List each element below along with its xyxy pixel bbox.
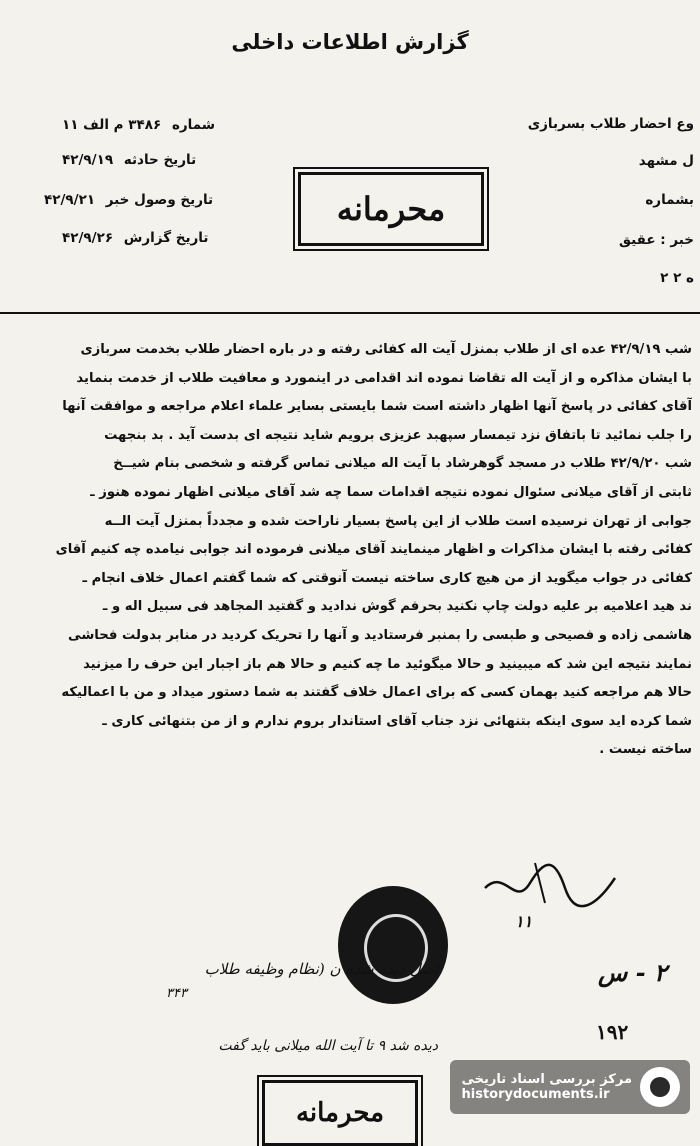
body-line: حالا هم مراجعه کنید بهمان کسی که برای اعمال خلاف گفتند به شما دستور میداد و من با اعمالیکه <box>61 685 692 701</box>
watermark-url: historydocuments.ir <box>461 1087 610 1102</box>
document-title: گزارش اطلاعات داخلی <box>231 30 469 54</box>
body-line: شما کرده اید سوی اینکه بتنهائی نزد جناب آقای استاندار بروم ندارم و از من بتنهائی کاری ـ <box>102 713 692 729</box>
body-line: جوابی از تهران نرسیده است طلاب از این پاسخ بسیار ناراحت شده و مجدداً بمنزل آیت الــه <box>104 513 692 529</box>
signature-icon <box>475 848 625 918</box>
body-line: کفائی در جواب میگوید از من هیچ کاری ساخته نیست آنوقتی که شما گفتم اعمال خلاف انجام ـ <box>82 570 692 586</box>
watermark-title: مرکز بررسی اسناد تاریخی <box>461 1072 632 1087</box>
handwritten-mark: ۱۱ <box>515 912 533 931</box>
handwritten-mark: ۱۹۲ <box>596 1020 629 1044</box>
body-line: شب ۴۲/۹/۱۹ عده ای از طلاب بمنزل آیت اله کفائی رفته و در باره احضار طلاب بخدمت سربازی <box>80 342 692 357</box>
confidential-stamp: محرمانه <box>298 172 484 246</box>
handwritten-mark: ۲ - س <box>598 958 667 987</box>
header-left-received-date: تاریخ وصول خبر ۴۲/۹/۲۱ <box>44 192 214 208</box>
body-line: ثابتی از آقای میلانی سئوال نموده نتیجه اقدامات سما چه شد آقای میلانی اظهار نموده هنوز ـ <box>90 484 692 500</box>
header-left-incident-date: تاریخ حادثه ۴۲/۹/۱۹ <box>62 152 197 168</box>
body-line: را جلب نمائید تا باتفاق نزد تیمسار سپهبد عزیزی برویم شاید نتیجه ای بدست آید . بد بنجهت <box>104 427 692 443</box>
official-seal-icon <box>338 886 448 1004</box>
body-line: نمایند نتیجه این شد که میبینید و حالا میگوئید ما چه کنیم و حالا هم باز اجبار این حرف را میزنید <box>83 656 692 672</box>
body-line: کفائی رفته با ایشان مذاکرات و اظهار مینمایند آقای میلانی فرموده اند جوابی نیامده چه کنیم آقای <box>55 542 692 558</box>
header-divider <box>0 312 700 314</box>
body-line: ند هید اعلامیه بر علیه دولت چاپ نکنید بحرفم گوش ندادید و گفتید المجاهد فی سبیل اله و ـ <box>102 599 692 615</box>
confidential-stamp-bottom: محرمانه <box>262 1080 418 1146</box>
header-right-origin: ل مشهد <box>638 153 694 169</box>
body-line: آقای کفائی در پاسخ آنها اظهار داشته است شما بایستی بسایر علماء اعلام مراجعه و موافقت آنها <box>62 399 692 415</box>
header-right-code: ه ۲ ۲ <box>660 270 694 286</box>
header-left-report-date: تاریخ گزارش ۴۲/۹/۲۶ <box>62 230 209 246</box>
handwritten-number: ۳۴۳ <box>166 986 187 1001</box>
body-line: شب ۴۲/۹/۲۰ طلاب در مسجد گوهرشاد با آیت اله میلانی تماس گرفته و شخصی بنام شیــخ <box>113 456 692 472</box>
header-right-number: بشماره <box>645 192 694 208</box>
header-left-number: شماره ۳۴۸۶ م الف ۱۱ <box>62 117 216 133</box>
handwritten-note: اصل دیده شده ن (نظام وظیفه طلاب <box>204 960 438 978</box>
body-line: ساخته نیست . <box>599 742 692 758</box>
header-right-source: خبر : عقیق <box>618 232 694 248</box>
watermark-logo <box>450 1060 691 1114</box>
body-line: هاشمی زاده و فصیحی و طبسی را بمنبر فرستادید و آنها را تحریک کردید در منابر بدولت فحاشی <box>68 627 692 643</box>
header-right-subject: وع احضار طلاب بسربازی <box>527 116 694 132</box>
report-body <box>10 336 692 765</box>
archive-logo-icon <box>640 1067 680 1107</box>
handwritten-note: دیده شد ۹ تا آیت الله میلانی باید گفت <box>218 1038 438 1054</box>
body-line: با ایشان مذاکره و از آیت اله تقاضا نموده اند اقدامی در اینمورد و معافیت طلاب از خدمت بنماید <box>76 370 692 386</box>
